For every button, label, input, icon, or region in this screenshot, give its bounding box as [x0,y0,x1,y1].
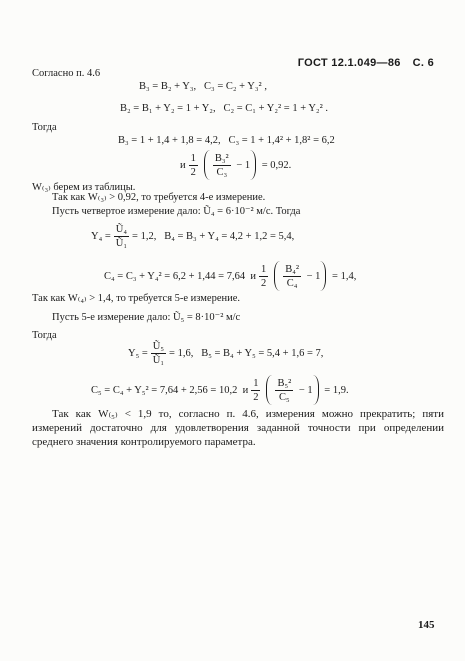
right-parenthesis [313,375,319,405]
condition-4th-measurement: Так как W₍₃₎ > 0,92, то требуется 4-е измерение. [52,192,266,203]
formula-b3-c3-general: B₃ = B₂ + Y₃, C₃ = C₂ + Y₃² , [139,81,267,92]
formula-tail: = 1,6, B₅ = B₄ + Y₅ = 5,4 + 1,6 = 7, [169,348,324,359]
formula-y4-b4 [91,223,294,250]
formula-c5-criterion-5 [91,375,349,405]
fourth-measurement-result: Пусть четвертое измерение дало: Ũ₄ = 6·10⁻² м/с. Тогда [52,206,301,217]
inner-tail: − 1 [304,270,321,282]
then-label-2: Тогда [32,330,57,341]
right-parenthesis [320,261,326,291]
fraction-numerator: 1 [260,263,267,275]
formula-tail: = 1,2, B₄ = B₃ + Y₄ = 4,2 + 1,2 = 5,4, [132,231,295,242]
formula-result: = 1,9. [321,384,349,396]
condition-5th-measurement: Так как W₍₄₎ > 1,4, то требуется 5-е измерение. [32,293,241,304]
formula-prefix: Y₅ = [128,348,148,359]
formula-result: = 0,92. [259,159,292,171]
fraction-numerator: B₃² [214,152,229,164]
fraction-coefficient [189,152,198,179]
left-parenthesis [274,261,280,291]
formula-b2-c2: B₂ = B₁ + Y₂ = 1 + Y₂, C₂ = C₁ + Y₂² = 1 + Y₂² . [120,103,328,114]
fraction-coefficient [259,263,268,290]
fraction-denominator: 2 [253,391,259,403]
fraction-numerator: 1 [253,377,259,389]
fraction-inner [275,377,293,404]
fraction-denominator: 2 [260,277,267,289]
standard-number: ГОСТ 12.1.049—86 [297,57,401,69]
page-number: 145 [418,619,435,631]
fraction-numerator: 1 [190,152,196,164]
fraction-numerator: Ũ₅ [152,341,165,352]
intro-text: Согласно п. 4.6 [32,68,101,79]
fraction-inner [283,263,301,290]
page-header [291,45,434,69]
formula-b3-c3-values: B₃ = 1 + 1,4 + 1,8 = 4,2, C₃ = 1 + 1,4² + 1,8² = 6,2 [118,135,335,146]
formula-result: = 1,4, [329,270,357,282]
w3-table-note: W₍₃₎ берем из таблицы. [32,182,136,193]
fraction-numerator: Ũ₄ [115,224,128,235]
fraction-numerator: B₅² [277,377,292,389]
conclusion-paragraph: Так как W₍₅₎ < 1,9 то, согласно п. 4.6, измерения можно прекратить; пяти измерений достаточно для удовлетворения заданной точности при определении среднего значения контролируемого параметра. [32,408,444,448]
formula-prefix: C₄ = C₃ + Y₄² = 6,2 + 1,44 = 7,64 и [104,270,256,282]
formula-prefix: Y₄ = [91,231,111,242]
formula-prefix: C₅ = C₄ + Y₅² = 7,64 + 2,56 = 10,2 и [91,384,249,396]
fraction-denominator: 2 [190,166,196,178]
fraction-denominator: Ũ₁ [152,355,165,366]
fraction-denominator: C₅ [279,391,290,403]
fraction-numerator: B₄² [285,263,299,275]
formula-c4-criterion-4 [104,261,356,291]
fraction-inner [213,152,231,179]
fifth-measurement-result: Пусть 5-е измерение дало: Ũ₅ = 8·10⁻² м/с [52,312,241,323]
fraction-coefficient [251,377,260,404]
formula-criterion-3 [180,150,291,180]
inner-tail: − 1 [296,384,313,396]
fraction-denominator: C₄ [286,277,298,289]
conjunction: и [180,159,186,171]
inner-tail: − 1 [233,159,251,171]
fraction-denominator: Ũ₁ [115,238,128,249]
left-parenthesis [204,150,210,180]
page-label: С. 6 [412,57,435,69]
right-parenthesis [250,150,256,180]
fraction-denominator: C₃ [216,166,228,178]
fraction-ratio [151,340,166,367]
formula-y5-b5 [128,340,323,367]
fraction-ratio [114,223,129,250]
left-parenthesis [266,375,272,405]
then-label-1: Тогда [32,122,57,133]
